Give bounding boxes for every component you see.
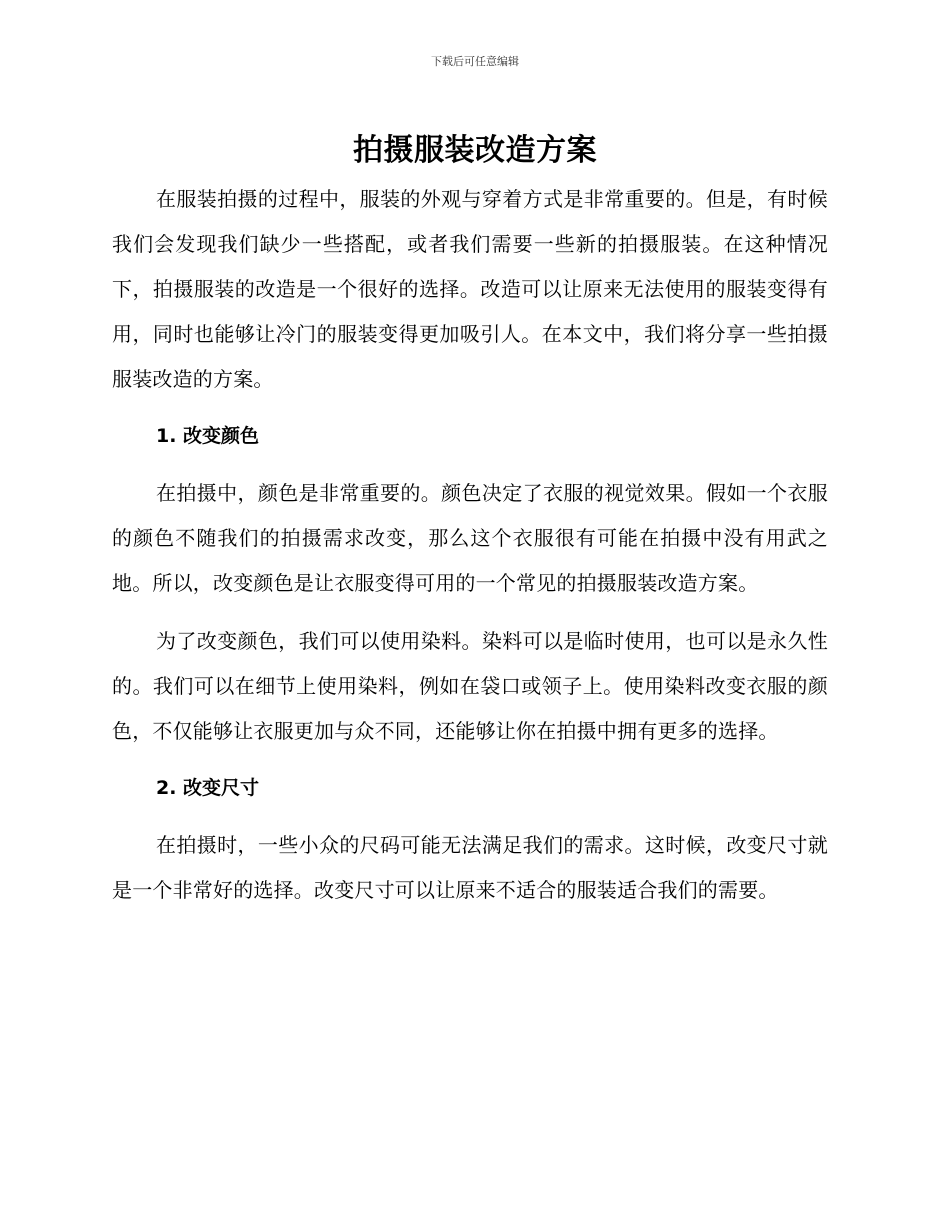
document-title: 拍摄服装改造方案	[353, 133, 597, 168]
intro-paragraph: 在服装拍摄的过程中，服装的外观与穿着方式是非常重要的。但是，有时候我们会发现我们缺少一些搭配，或者我们需要一些新的拍摄服装。在这种情况下，拍摄服装的改造是一个很好的选择。改造可以让原来无法使用的服装变得有用，同时也能够让冷门的服装变得更加吸引人。在本文中，我们将分享一些拍摄服装改造的方案。	[112, 187, 828, 391]
section-heading-size: 2. 改变尺寸	[156, 777, 260, 799]
size-paragraph-1: 在拍摄时，一些小众的尺码可能无法满足我们的需求。这时候，改变尺寸就是一个非常好的选择。改变尺寸可以让原来不适合的服装适合我们的需要。	[112, 833, 828, 902]
document-body	[112, 177, 828, 913]
section-heading-color: 1. 改变颜色	[156, 425, 260, 447]
color-paragraph-2: 为了改变颜色，我们可以使用染料。染料可以是临时使用，也可以是永久性的。我们可以在细节上使用染料，例如在袋口或领子上。使用染料改变衣服的颜色，不仅能够让衣服更加与众不同，还能够让你在拍摄中拥有更多的选择。	[112, 629, 828, 743]
color-paragraph-1: 在拍摄中，颜色是非常重要的。颜色决定了衣服的视觉效果。假如一个衣服的颜色不随我们的拍摄需求改变，那么这个衣服很有可能在拍摄中没有用武之地。所以，改变颜色是让衣服变得可用的一个常见的拍摄服装改造方案。	[112, 481, 828, 595]
header-note: 下载后可任意编辑	[431, 55, 519, 68]
